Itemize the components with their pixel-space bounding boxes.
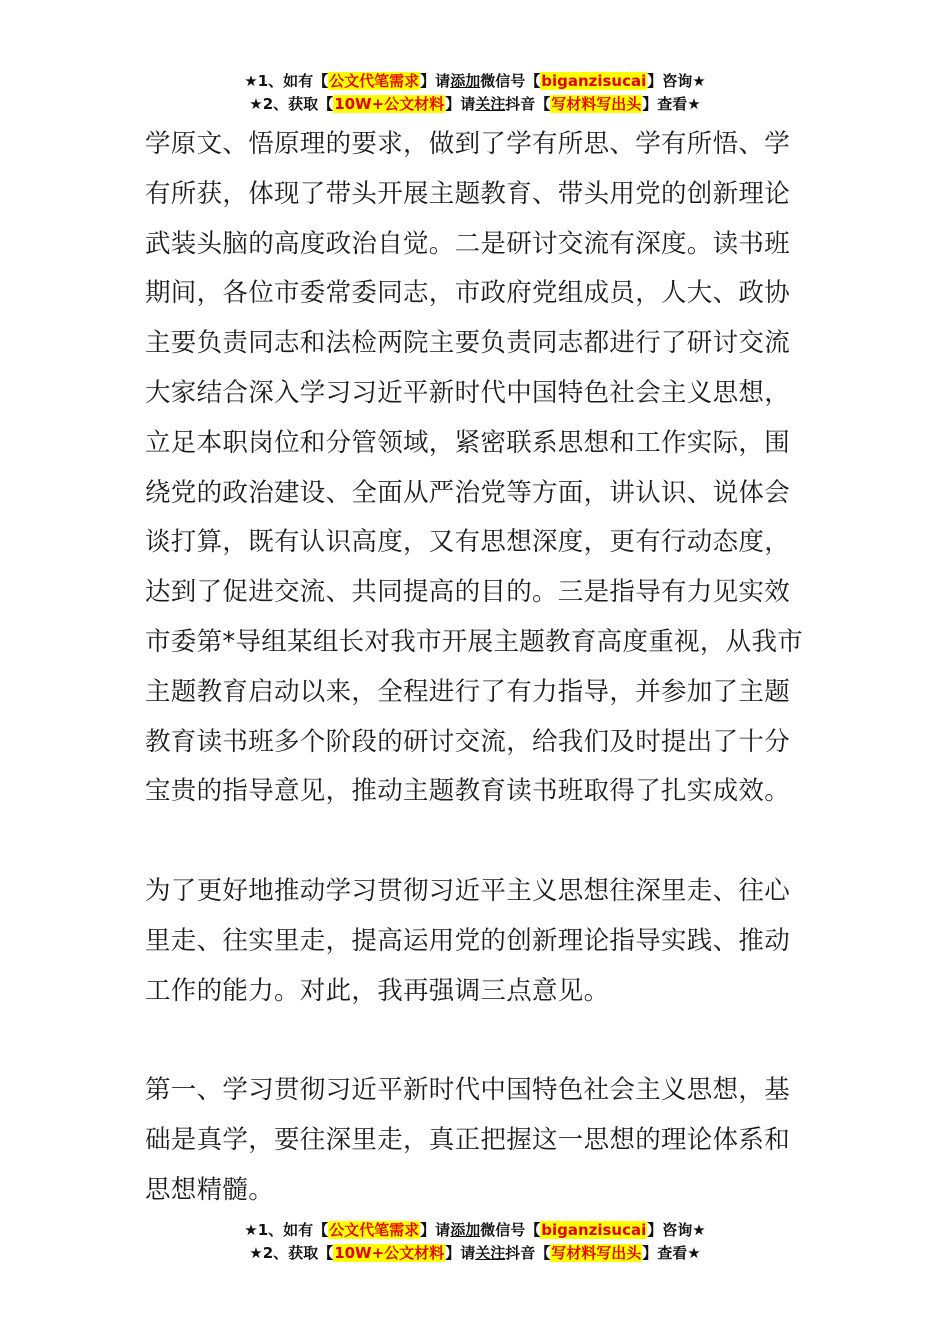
banner-underlined-text: 添加 <box>450 1221 481 1239</box>
banner-text: 】请 <box>445 95 476 113</box>
text-line: 主题教育启动以来，全程进行了有力指导，并参加了主题 <box>145 676 791 707</box>
banner-line-2 <box>0 93 950 116</box>
banner-line-1 <box>0 1219 950 1242</box>
highlight-wechat-id: biganzisucai <box>541 72 647 90</box>
text-line: 础是真学，要往深里走，真正把握这一思想的理论体系和 <box>145 1124 791 1155</box>
banner-text: 】查看★ <box>642 95 701 113</box>
text-line: 主要负责同志和法检两院主要负责同志都进行了研讨交流 <box>145 328 791 359</box>
banner-underlined-text: 关注 <box>475 1244 506 1262</box>
banner-text: 【 <box>313 1221 329 1239</box>
paragraph-3 <box>145 1066 817 1215</box>
text-line: 期间，各位市委常委同志，市政府党组成员，人大、政协 <box>145 278 791 309</box>
star-icon: ★ <box>249 95 263 113</box>
banner-text: 抖音【 <box>505 95 551 113</box>
banner-text: 】请 <box>420 72 451 90</box>
highlight-materials: 10W+公文材料 <box>334 95 445 113</box>
banner-text: 】咨询★ <box>647 1221 706 1239</box>
banner-text: 】咨询★ <box>647 72 706 90</box>
banner-text: 2、获取 <box>262 1244 319 1262</box>
banner-text: 】查看★ <box>642 1244 701 1262</box>
text-line: 立足本职岗位和分管领域，紧密联系思想和工作实际，围 <box>145 427 791 458</box>
banner-text: 【 <box>318 95 334 113</box>
banner-line-1 <box>0 70 950 93</box>
highlight-douyin-account: 写材料写出头 <box>551 1244 642 1262</box>
text-line: 里走、往实里走，提高运用党的创新理论指导实践、推动 <box>145 925 791 956</box>
star-icon: ★ <box>244 72 258 90</box>
highlight-wechat-id: biganzisucai <box>541 1221 647 1239</box>
header-banner <box>0 70 950 116</box>
text-line: 教育读书班多个阶段的研讨交流，给我们及时提出了十分 <box>145 726 791 757</box>
banner-text: 抖音【 <box>505 1244 551 1262</box>
banner-text: 】请 <box>445 1244 476 1262</box>
highlight-service: 公文代笔需求 <box>329 1221 420 1239</box>
banner-underlined-text: 关注 <box>475 95 506 113</box>
highlight-service: 公文代笔需求 <box>329 72 420 90</box>
banner-text: 【 <box>318 1244 334 1262</box>
banner-line-2 <box>0 1242 950 1265</box>
star-icon: ★ <box>244 1221 258 1239</box>
banner-text: 【 <box>313 72 329 90</box>
footer-banner <box>0 1219 950 1265</box>
text-line: 第一、学习贯彻习近平新时代中国特色社会主义思想，基 <box>145 1075 791 1105</box>
paragraph-2 <box>145 867 817 1016</box>
text-line: 为了更好地推动学习贯彻习近平主义思想往深里走、往心 <box>145 876 791 906</box>
text-line: 达到了促进交流、共同提高的目的。三是指导有力见实效 <box>145 577 791 608</box>
text-line: 宝贵的指导意见，推动主题教育读书班取得了扎实成效。 <box>145 776 791 807</box>
text-line: 学原文、悟原理的要求，做到了学有所思、学有所悟、学 <box>145 129 791 159</box>
text-line: 大家结合深入学习习近平新时代中国特色社会主义思想， <box>145 377 791 408</box>
highlight-douyin-account: 写材料写出头 <box>551 95 642 113</box>
banner-text: 微信号【 <box>480 1221 541 1239</box>
text-line: 工作的能力。对此，我再强调三点意见。 <box>145 975 610 1006</box>
banner-text: 1、如有 <box>257 72 314 90</box>
text-line: 绕党的政治建设、全面从严治党等方面，讲认识、说体会 <box>145 477 791 508</box>
text-line: 思想精髓。 <box>145 1174 275 1205</box>
banner-underlined-text: 添加 <box>450 72 481 90</box>
text-line: 市委第*导组某组长对我市开展主题教育高度重视，从我市 <box>145 626 804 657</box>
banner-text: 2、获取 <box>262 95 319 113</box>
banner-text: 1、如有 <box>257 1221 314 1239</box>
banner-text: 微信号【 <box>480 72 541 90</box>
paragraph-1 <box>145 120 817 817</box>
text-line: 谈打算，既有认识高度，又有思想深度，更有行动态度， <box>145 527 791 558</box>
text-line: 武装头脑的高度政治自觉。二是研讨交流有深度。读书班 <box>145 228 791 259</box>
banner-text: 】请 <box>420 1221 451 1239</box>
highlight-materials: 10W+公文材料 <box>334 1244 445 1262</box>
star-icon: ★ <box>249 1244 263 1262</box>
text-line: 有所获，体现了带头开展主题教育、带头用党的创新理论 <box>145 178 791 209</box>
